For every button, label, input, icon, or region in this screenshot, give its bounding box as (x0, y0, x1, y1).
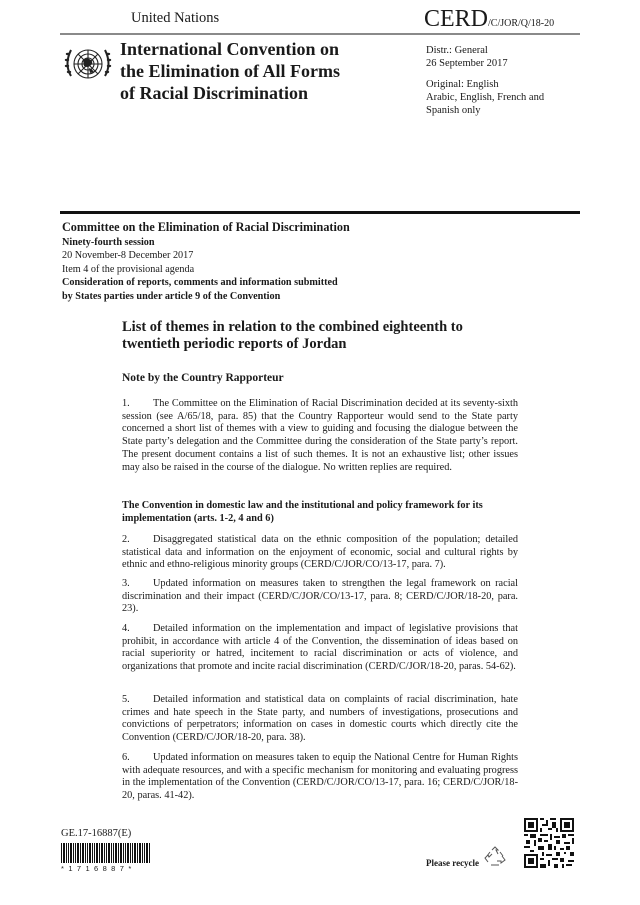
convention-title-line: of Racial Discrimination (120, 83, 308, 103)
convention-title-line: the Elimination of All Forms (120, 61, 340, 81)
committee-name: Committee on the Elimination of Racial Discrimination (62, 220, 350, 234)
paragraph-number: 4. (122, 623, 130, 634)
agenda-item: Item 4 of the provisional agenda (62, 263, 195, 275)
paragraph-text: Updated information on measures taken to strengthen the legal framework on racial discrimination and their impact (CERD/C/JOR/CO/13-17, para. 8; CERD/C/JOR/18-20, para. 23). (122, 578, 518, 615)
paragraph-number: 2. (122, 534, 130, 545)
agenda-title-line: by States parties under article 9 of the Convention (62, 290, 281, 302)
paragraph-3 (122, 578, 518, 616)
paragraph-number: 1. (122, 398, 130, 409)
paragraph-text: Updated information on measures taken to equip the National Centre for Human Rights with adequate resources, and with a specific mechanism for monitoring and evaluating progress in the implementation of the Convention (CERD/C/JOR/CO/13-17, para. 16; CERD/C/JOR/18-20, paras. 41-42). (122, 752, 518, 802)
paragraph-number: 5. (122, 694, 130, 705)
document-symbol (424, 6, 554, 33)
paragraph-2 (122, 534, 518, 572)
document-title (122, 319, 542, 353)
section-heading: The Convention in domestic law and the institutional and policy framework for its implementation (arts. 1-2, 4 and 6) (122, 500, 483, 524)
un-emblem-icon (62, 40, 114, 88)
distribution: Distr.: General (426, 45, 488, 56)
convention-title-line: International Convention on (120, 39, 340, 59)
session: Ninety-fourth session (62, 237, 155, 248)
job-number: GE.17-16887(E) (61, 828, 132, 839)
paragraph-number: 3. (122, 578, 130, 589)
paragraph-text: Detailed information and statistical data on complaints of racial discrimination, hate crimes and hate speech in the State party, and numbers of investigations, prosecutions and convictions of perpetrators; information on cases in domestic courts which directly cite the Convention (CERD/C/JOR/18-20, para. 38). (122, 694, 518, 744)
convention-title (120, 38, 410, 104)
paragraph-4 (122, 623, 518, 674)
distribution-info (426, 44, 508, 70)
paragraph-text: Detailed information on the implementation and impact of legislative provisions that prohibit, in accordance with article 4 of the Convention, the dissemination of ideas based on racial superiority or hatred, incitement to racial discrimination or acts of violence, and organizations that promote and incite racial discrimination (CERD/C/JOR/18-20, paras. 54-62). (122, 623, 518, 673)
header-rule (60, 33, 580, 35)
paragraph-1 (122, 398, 518, 474)
org-name: United Nations (131, 10, 220, 26)
issue-date: 26 September 2017 (426, 58, 508, 69)
paragraph-6 (122, 752, 518, 803)
section-rule (60, 211, 580, 214)
document-title-line: List of themes in relation to the combined eighteenth to (122, 319, 463, 335)
paragraph-text: The Committee on the Elimination of Racial Discrimination decided at its seventy-sixth session (see A/65/18, para. 85) that the Country Rapporteur would send to the State party concerned a short list of themes with a view to guiding and focusing the dialogue between the State party’s delegation and the Committee during the consideration of the State party’s report. The present document contains a list of such themes. It is not an exhaustive list; other issues may also be raised in the course of the dialogue. No written replies are required. (122, 398, 518, 473)
barcode-icon (61, 843, 151, 863)
paragraph-text: Disaggregated statistical data on the ethnic composition of the population; detailed statistical data and information on the enjoyment of economic, social and cultural rights by ethnic and ethno-religious minority groups (CERD/C/JOR/CO/13-17, para. 7). (122, 534, 518, 571)
document-subtitle: Note by the Country Rapporteur (122, 372, 284, 384)
agenda-title-line: Consideration of reports, comments and information submitted (62, 277, 338, 289)
languages-line: Arabic, English, French and (426, 92, 545, 103)
meeting-meta (62, 236, 338, 303)
qr-code-icon (524, 818, 574, 868)
recycle-icon (484, 846, 506, 868)
language-info (426, 78, 566, 117)
symbol-main: CERD (424, 6, 489, 32)
document-title-line: twentieth periodic reports of Jordan (122, 336, 347, 352)
session-dates: 20 November-8 December 2017 (62, 250, 194, 262)
paragraph-number: 6. (122, 752, 130, 763)
recycle-label: Please recycle (426, 858, 480, 868)
symbol-suffix: /C/JOR/Q/18-20 (488, 18, 555, 29)
barcode-number: *1716887* (61, 864, 136, 873)
original-language: Original: English (426, 79, 499, 90)
languages-line: Spanish only (426, 105, 481, 116)
paragraph-5 (122, 694, 518, 745)
